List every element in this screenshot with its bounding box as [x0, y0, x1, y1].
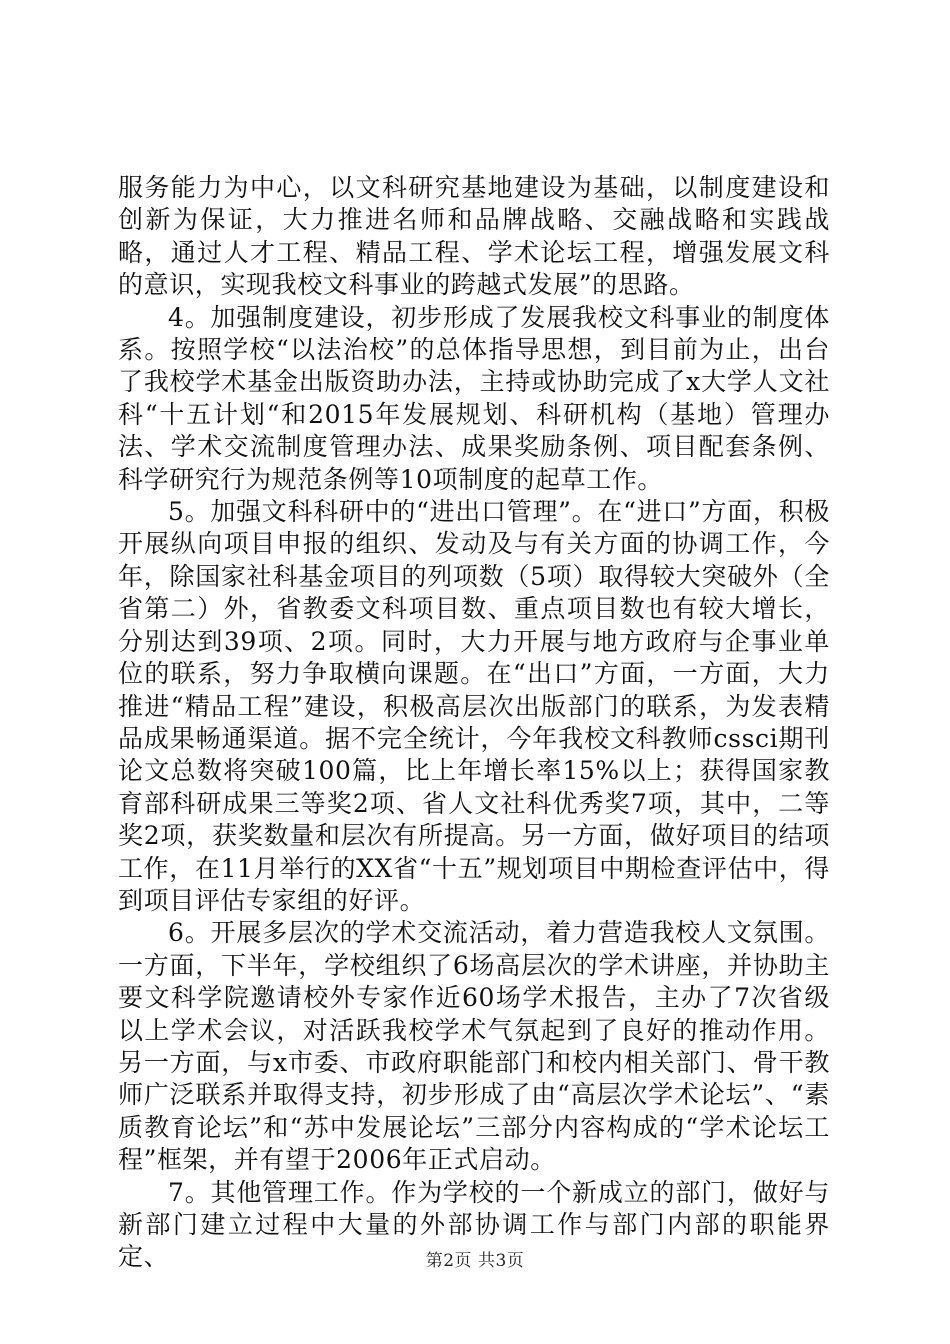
paragraph-item-7: 7。其他管理工作。作为学校的一个新成立的部门，做好与新部门建立过程中大量的外部协调工作与部门内部的职能界定、 [118, 1177, 830, 1272]
page-footer: 第2页 共3页 [425, 1251, 525, 1271]
paragraph-item-5: 5。加强文科科研中的“进出口管理”。在“进口”方面，积极开展纵向项目申报的组织、发动及与有关方面的协调工作，今年，除国家社科基金项目的列项数（5项）取得较大突破外（全省第二）外，省教委文科项目数、重点项目数也有较大增长，分别达到39项、2项。同时，大力开展与地方政府与企事业单位的联系，努力争取横向课题。在“出口”方面，一方面，大力推进“精品工程”建设，积极高层次出版部门的联系，为发表精品成果畅通渠道。据不完全统计，今年我校文科教师cssci期刊论文总数将突破100篇，比上年增长率15%以上；获得国家教育部科研成果三等奖2项、省人文社科优秀奖7项，其中，二等奖2项，获奖数量和层次有所提高。另一方面，做好项目的结项工作，在11月举行的XX省“十五”规划项目中期检查评估中，得到项目评估专家组的好评。 [118, 497, 830, 915]
document-body [118, 172, 830, 1274]
paragraph-item-6: 6。开展多层次的学术交流活动，着力营造我校人文氛围。一方面，下半年，学校组织了6场高层次的学术讲座，并协助主要文科学院邀请校外专家作近60场学术报告，主办了7次省级以上学术会议，对活跃我校学术气氛起到了良好的推动作用。另一方面，与x市委、市政府职能部门和校内相关部门、骨干教师广泛联系并取得支持，初步形成了由“高层次学术论坛”、“素质教育论坛”和“苏中发展论坛”三部分内容构成的“学术论坛工程”框架，并有望于2006年正式启动。 [118, 918, 830, 1175]
paragraph-continued: 服务能力为中心，以文科研究基地建设为基础，以制度建设和创新为保证，大力推进名师和品牌战略、交融战略和实践战略，通过人才工程、精品工程、学术论坛工程，增强发展文科的意识，实现我校文科事业的跨越式发展”的思路。 [118, 173, 830, 300]
paragraph-item-4: 4。加强制度建设，初步形成了发展我校文科事业的制度体系。按照学校“以法治校”的总体指导思想，到目前为止，出台了我校学术基金出版资助办法，主持或协助完成了x大学人文社科“十五计划“和2015年发展规划、科研机构（基地）管理办法、学术交流制度管理办法、成果奖励条例、项目配套条例、科学研究行为规范条例等10项制度的起草工作。 [118, 302, 830, 494]
